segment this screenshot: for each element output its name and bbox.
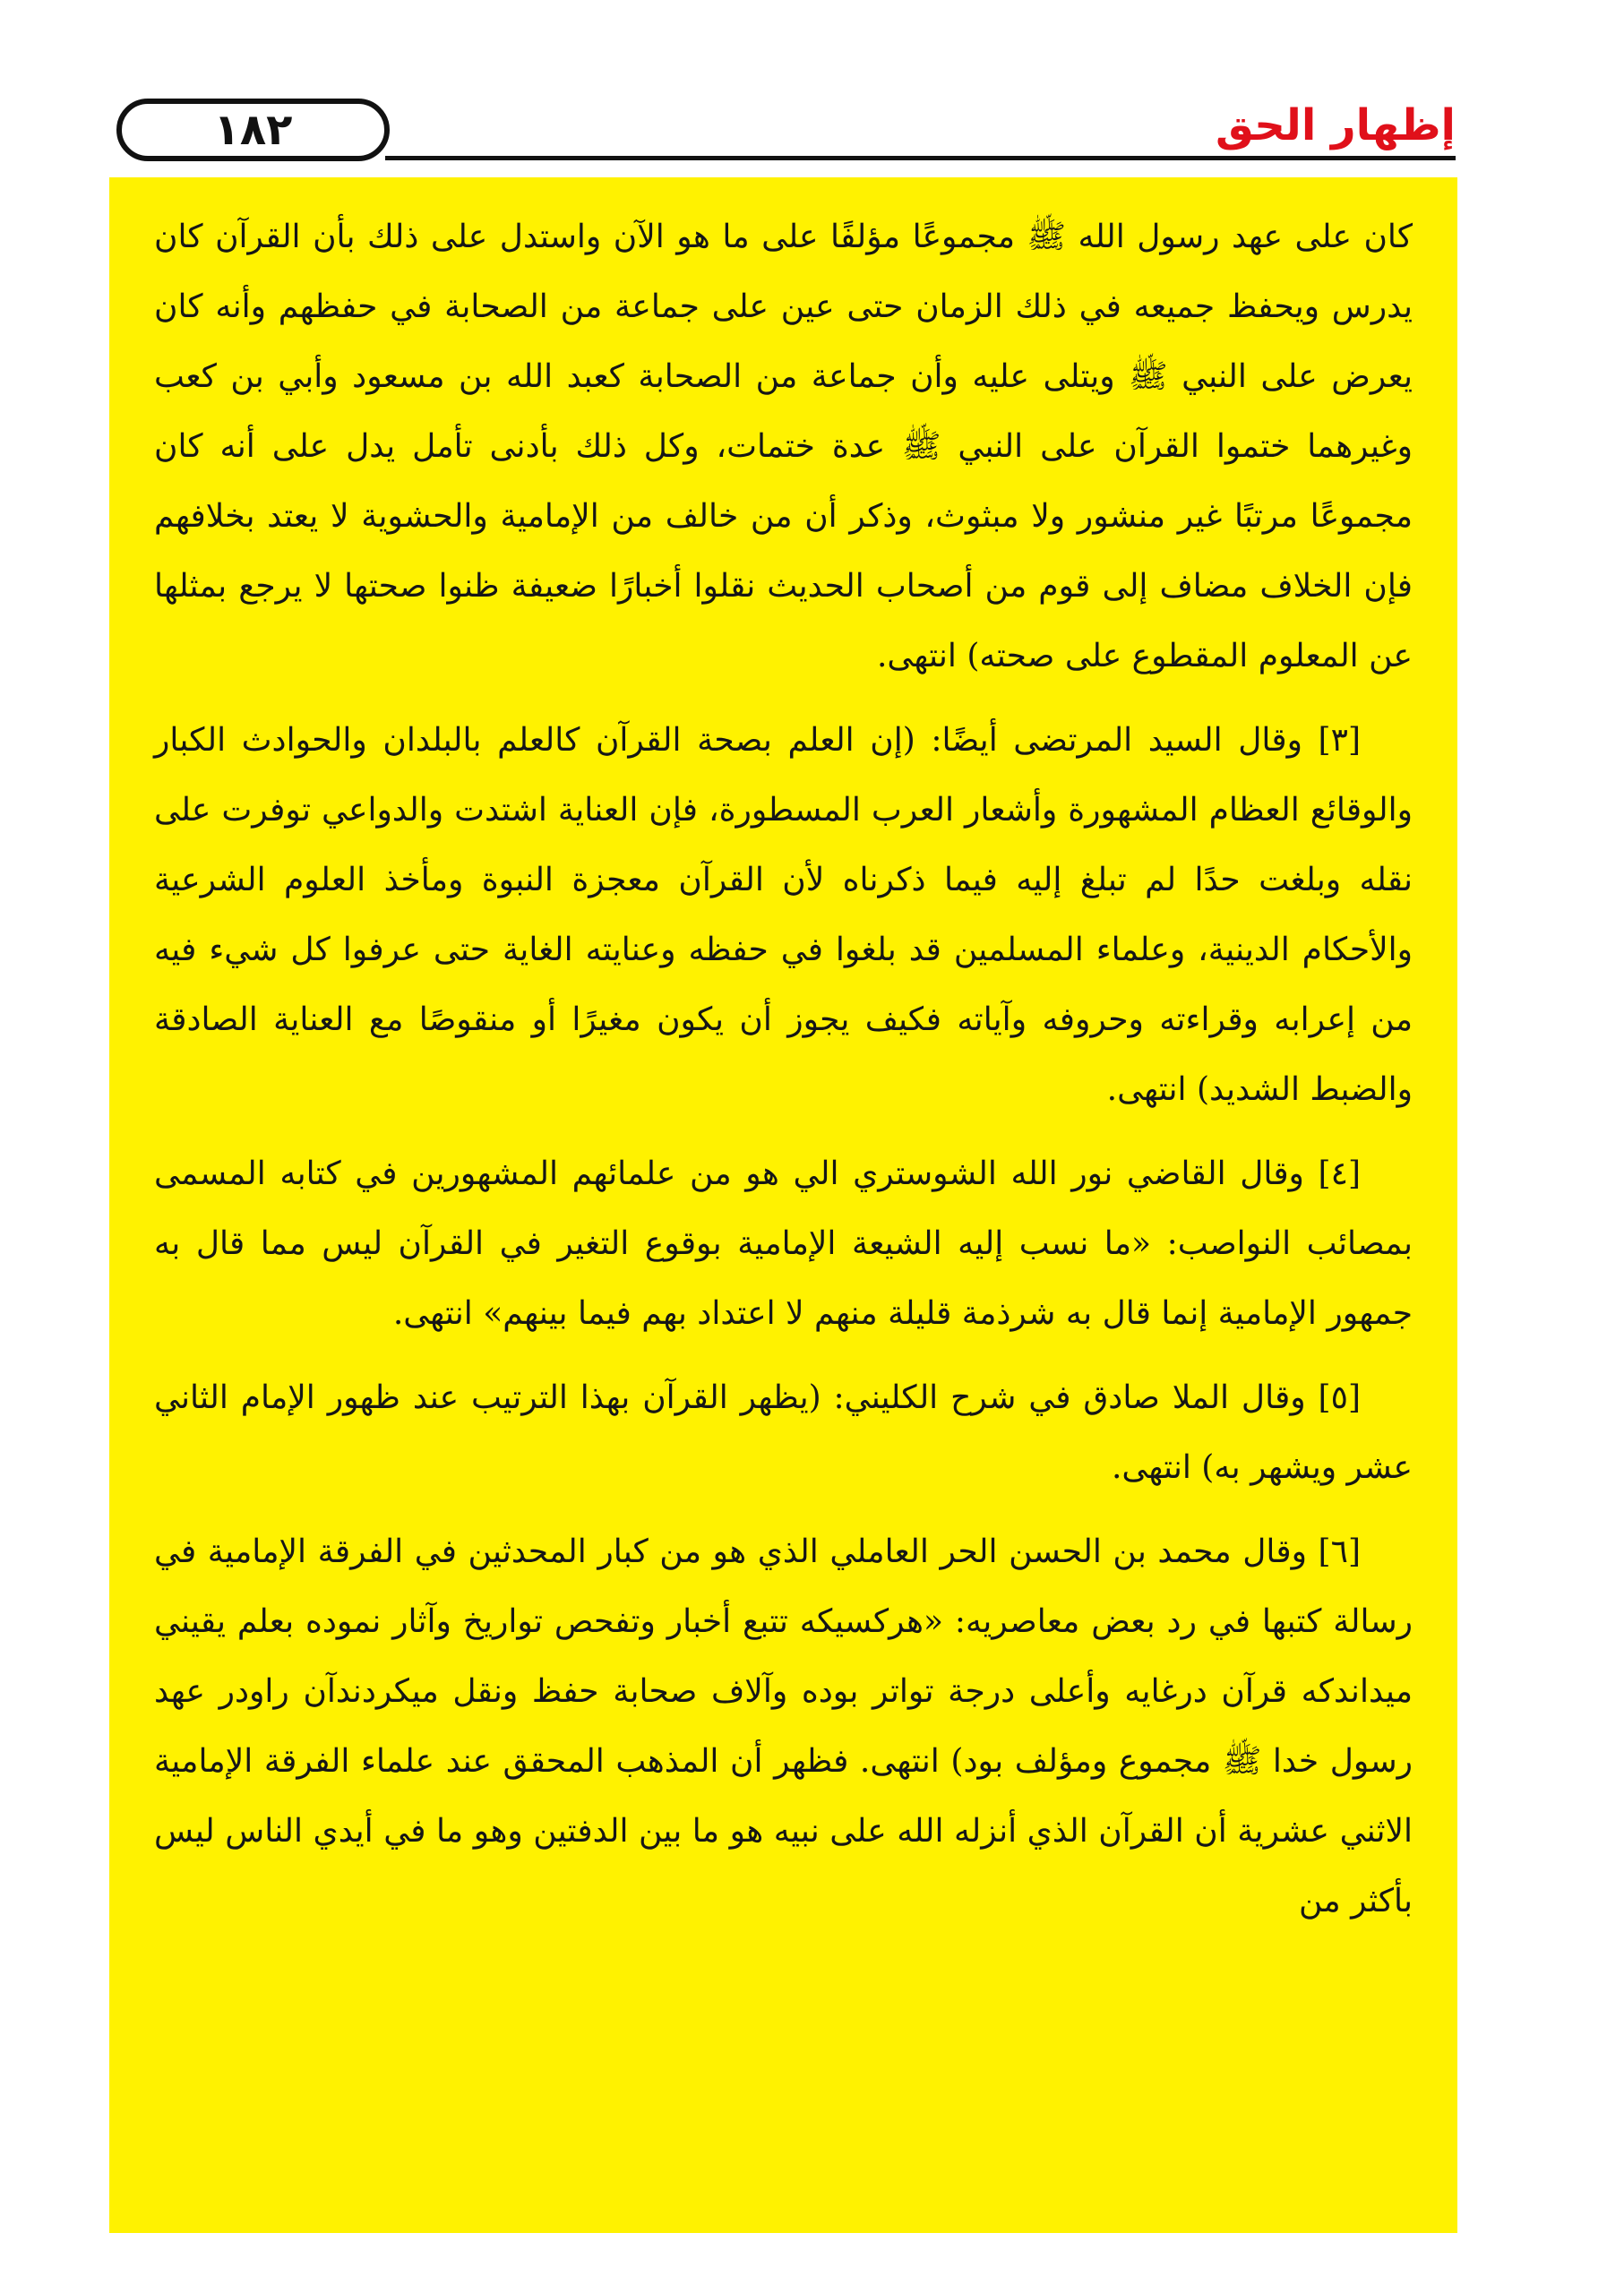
- paragraph-continuation: كان على عهد رسول الله ﷺ مجموعًا مؤلفًا على ما هو الآن واستدل على ذلك بأن القرآن كان يدرس ويحفظ جميعه في ذلك الزمان حتى عين على جماعة من الصحابة في حفظهم وأنه كان يعرض على النبي ﷺ ويتلى عليه وأن جماعة من الصحابة كعبد الله بن مسعود وأبي بن كعب وغيرهما ختموا القرآن على النبي ﷺ عدة ختمات، وكل ذلك بأدنى تأمل يدل على أنه كان مجموعًا مرتبًا غير منشور ولا مبثوث، وذكر أن من خالف من الإمامية والحشوية لا يعتد بخلافهم فإن الخلاف مضاف إلى قوم من أصحاب الحديث نقلوا أخبارًا ضعيفة ظنوا صحتها لا يرجع بمثلها عن المعلوم المقطوع على صحته) انتهى.: [154, 219, 1413, 674]
- paragraph-4: [٤] وقال القاضي نور الله الشوستري الي هو من علمائهم المشهورين في كتابه المسمى بمصائب النواصب: «ما نسب إليه الشيعة الإمامية بوقوع التغير في القرآن ليس مما قال به جمهور الإمامية إنما قال به شرذمة قليلة منهم لا اعتداد بهم فيما بينهم» انتهى.: [154, 1155, 1413, 1332]
- paragraph-6: [٦] وقال محمد بن الحسن الحر العاملي الذي هو من كبار المحدثين في الفرقة الإمامية في رسالة كتبها في رد بعض معاصريه: «هركسيكه تتبع أخبار وتفحص تواريخ وآثار نموده بعلم يقيني ميداندكه قرآن درغايه وأعلى درجة تواتر بوده وآلاف صحابة حفظ ونقل ميكردندآن راودر عهد رسول خدا ﷺ مجموع ومؤلف بود) انتهى. فظهر أن المذهب المحقق عند علماء الفرقة الإمامية الاثني عشرية أن القرآن الذي أنزله الله على نبيه هو ما بين الدفتين وهو ما في أيدي الناس ليس بأكثر من: [154, 1533, 1413, 1919]
- page-header: [116, 99, 1456, 170]
- header-rule: [385, 156, 1456, 160]
- paragraph-3: [٣] وقال السيد المرتضى أيضًا: (إن العلم بصحة القرآن كالعلم بالبلدان والحوادث الكبار والوقائع العظام المشهورة وأشعار العرب المسطورة، فإن العناية اشتدت والدواعي توفرت على نقله وبلغت حدًا لم تبلغ إليه فيما ذكرناه لأن القرآن معجزة النبوة ومأخذ العلوم الشرعية والأحكام الدينية، وعلماء المسلمين قد بلغوا في حفظه وعنايته الغاية حتى عرفوا كل شيء فيه من إعرابه وقراءته وحروفه وآياته فكيف يجوز أن يكون مغيرًا أو منقوصًا مع العناية الصادقة والضبط الشديد) انتهى.: [154, 722, 1413, 1108]
- book-title: إظهار الحق: [1215, 100, 1456, 150]
- page-number: ١٨٢: [116, 99, 390, 161]
- page-body: [109, 177, 1457, 2233]
- paragraph-5: [٥] وقال الملا صادق في شرح الكليني: (يظهر القرآن بهذا الترتيب عند ظهور الإمام الثاني عشر ويشهر به) انتهى.: [154, 1379, 1413, 1486]
